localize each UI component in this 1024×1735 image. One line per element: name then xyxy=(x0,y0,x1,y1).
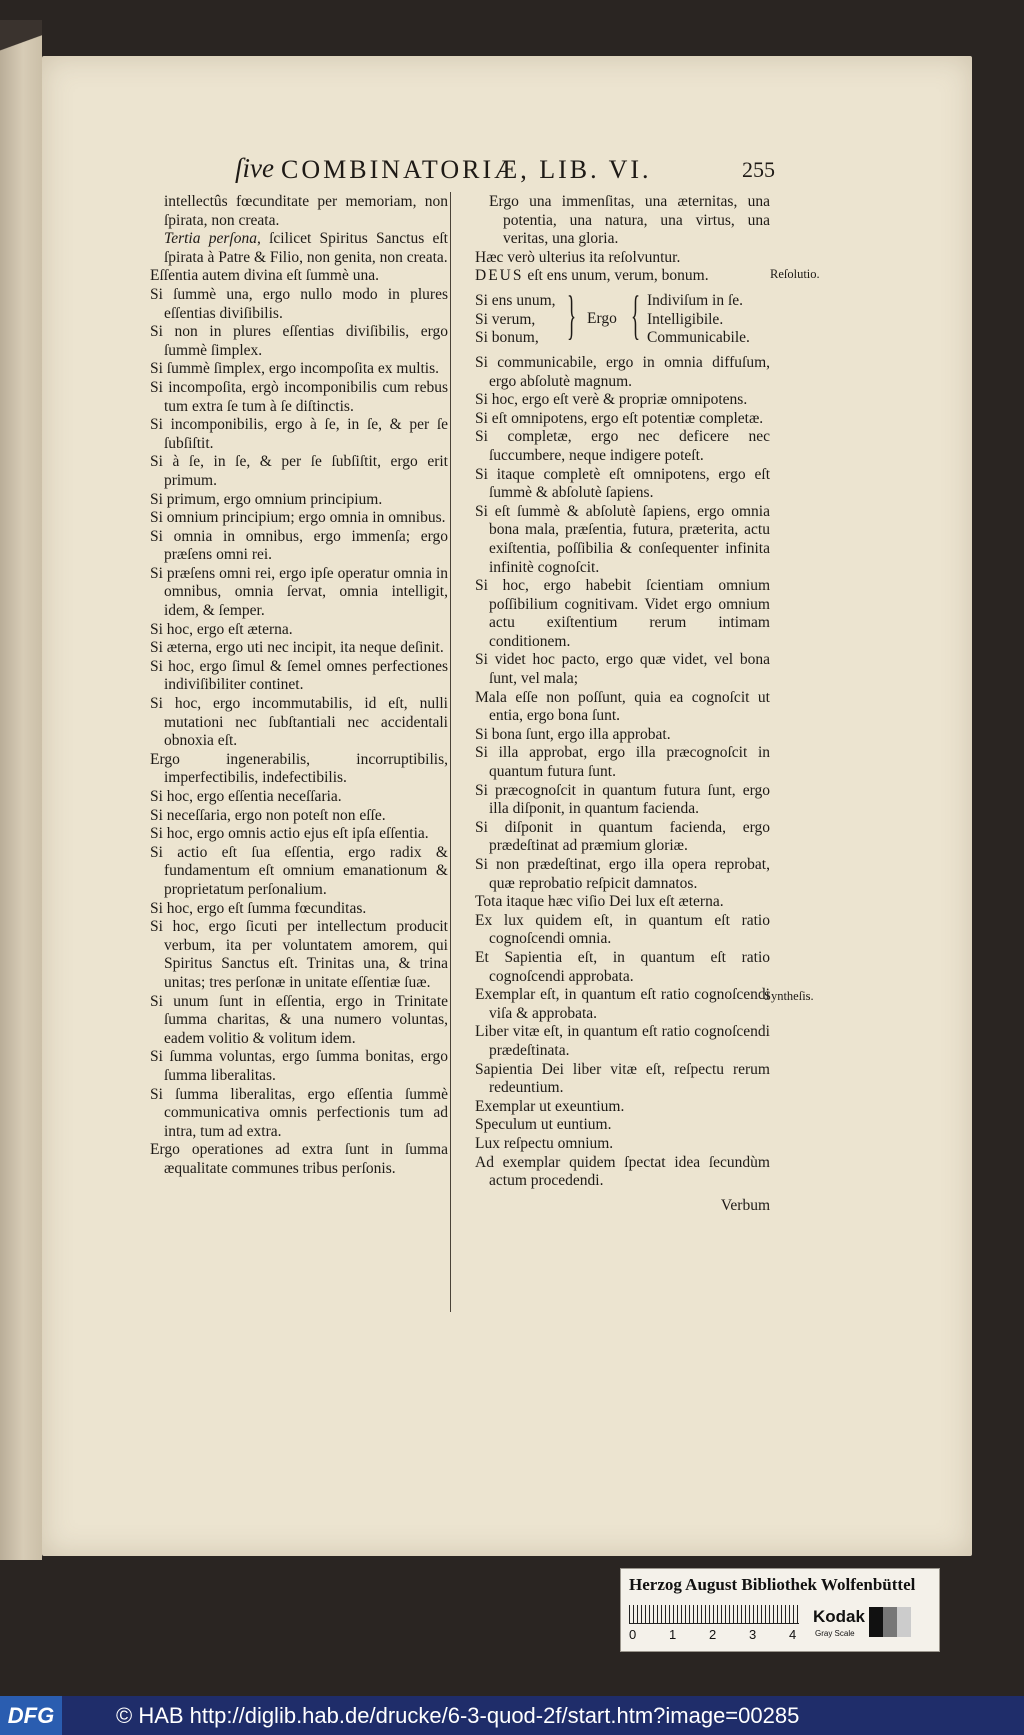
paragraph-text: Speculum ut euntium. xyxy=(475,1116,612,1134)
footer-bar xyxy=(0,1696,1024,1735)
paragraph-text: Ergo ingenerabilis, incorruptibilis, imperfectibilis, indefectibilis. xyxy=(150,750,448,787)
paragraph-text: Si hoc, ergo eſt æterna. xyxy=(150,620,293,638)
scale-number: 1 xyxy=(669,1627,677,1642)
scale-number: 4 xyxy=(789,1627,797,1642)
running-header xyxy=(235,153,775,189)
paragraph-text: Si hoc, ergo omnis actio ejus eſt ipſa eſſentia. xyxy=(150,825,429,843)
paragraph-text: Si omnium principium; ergo omnia in omnibus. xyxy=(150,509,446,527)
paragraph-text: Si unum ſunt in eſſentia, ergo in Trinitate ſumma charitas, & una numero voluntas, eadem volitio & volitum idem. xyxy=(150,992,448,1047)
opening-brace: { xyxy=(631,284,641,345)
paragraph-text: , ſcilicet Spiritus Sanctus eſt ſpirata à Patre & Filio, non genita, non creata. xyxy=(164,230,448,266)
gray-scale-label: Gray Scale xyxy=(815,1629,855,1638)
text-paragraph xyxy=(475,466,770,503)
paragraph-text: Ergo operationes ad extra ſunt in ſumma æqualitate communes tribus perſonis. xyxy=(150,1141,448,1177)
paragraph-text: Si non in plures eſſentias diviſibilis, ergo ſummè ſimplex. xyxy=(150,323,448,359)
text-paragraph xyxy=(475,912,770,949)
paragraph-text: Si illa approbat, ergo illa præcognoſcit in quantum futura ſunt. xyxy=(475,744,770,781)
right-column xyxy=(475,193,770,1215)
brace-right-item: Indiviſum in ſe. xyxy=(647,291,744,309)
paragraph-text: Si primum, ergo omnium principium. xyxy=(150,490,383,508)
text-paragraph xyxy=(475,726,770,745)
paragraph-text: Si hoc, ergo eſt ſumma fœcunditas. xyxy=(150,899,367,917)
paragraph-text: Exemplar ut exeuntium. xyxy=(475,1097,625,1115)
text-paragraph xyxy=(150,453,448,490)
text-paragraph xyxy=(475,651,770,688)
column-divider xyxy=(450,192,451,1312)
text-paragraph xyxy=(475,782,770,819)
scale-number: 3 xyxy=(749,1627,757,1642)
text-paragraph xyxy=(475,503,770,577)
paragraph-text: Liber vitæ eſt, in quantum eſt ratio cognoſcendi prædeſtinata. xyxy=(475,1023,770,1059)
kodak-logo: Kodak xyxy=(813,1607,865,1626)
gray-swatch xyxy=(897,1607,911,1637)
text-paragraph xyxy=(150,509,448,528)
paragraph-text: Et Sapientia eſt, in quantum eſt ratio cognoſcendi approbata. xyxy=(475,948,770,985)
paragraph-text: Tota itaque hæc viſio Dei lux eſt æterna. xyxy=(475,893,724,911)
paragraph-text: Si à ſe, in ſe, & per ſe ſubſiſtit, ergo erit primum. xyxy=(150,453,448,489)
paragraph-text: intellectûs fœcunditate per memoriam, non ſpirata, non creata. xyxy=(164,193,448,229)
paragraph-text: eſt ens unum, verum, bonum. xyxy=(523,267,709,285)
text-paragraph xyxy=(150,900,448,919)
text-paragraph xyxy=(150,379,448,416)
text-paragraph xyxy=(475,949,770,986)
copyright-link[interactable]: © HAB http://diglib.hab.de/drucke/6-3-quod-2f/start.htm?image=00285 xyxy=(116,1703,800,1728)
text-paragraph xyxy=(475,249,770,268)
text-paragraph xyxy=(150,565,448,621)
paragraph-text: Si communicabile, ergo in omnia diffuſum, ergo abſolutè magnum. xyxy=(475,353,770,390)
paragraph-text: Si præſens omni rei, ergo ipſe operatur omnia in omnibus, omnia ſervat, omnia intelligit, idem, & ſemper. xyxy=(150,564,448,620)
margin-note-resolutio: Reſolutio. xyxy=(770,267,820,281)
margin-note-synthesis: Syntheſis. xyxy=(764,989,814,1003)
paragraph-text: Si ſumma voluntas, ergo ſumma bonitas, ergo ſumma liberalitas. xyxy=(150,1048,448,1084)
text-paragraph xyxy=(150,788,448,807)
paragraph-text: Eſſentia autem divina eſt ſummè una. xyxy=(150,267,379,285)
library-name: Herzog August Bibliothek Wolfenbüttel xyxy=(629,1575,916,1594)
brace-left-list xyxy=(475,292,556,348)
brace-ergo: Ergo xyxy=(587,309,617,327)
header-title: COMBINATORIÆ, LIB. VI. xyxy=(281,155,652,184)
text-paragraph xyxy=(150,639,448,658)
paragraph-text: Si diſponit in quantum facienda, ergo prædeſtinat ad præmium gloriæ. xyxy=(475,818,770,855)
paragraph-text: Si hoc, ergo habebit ſcientiam omnium poſſibilium cognitivam. Videt ergo omnium actu exiſtentium rerum intimam conditionem. xyxy=(475,577,770,650)
paragraph-text: Si hoc, ergo eſſentia neceſſaria. xyxy=(150,788,342,805)
text-paragraph xyxy=(475,391,770,410)
paragraph-text: Si itaque completè eſt omnipotens, ergo eſt ſummè & abſolutè ſapiens. xyxy=(475,465,770,502)
text-paragraph xyxy=(150,360,448,379)
gray-swatch xyxy=(883,1607,897,1637)
text-paragraph xyxy=(150,193,448,230)
paragraph-text: Si neceſſaria, ergo non poteſt non eſſe. xyxy=(150,806,386,824)
paragraph-text: Mala eſſe non poſſunt, quia ea cognoſcit ut entia, ergo bona ſunt. xyxy=(475,688,770,725)
paragraph-text: Si hoc, ergo incommutabilis, id eſt, nulli mutationi nec ſubſtantiali nec accidentali obnoxia eſt. xyxy=(150,695,448,750)
text-paragraph xyxy=(150,621,448,640)
text-paragraph xyxy=(475,1098,770,1117)
header-sive: ſive xyxy=(235,153,274,183)
text-paragraph xyxy=(475,193,770,249)
brace-right-item: Intelligibile. xyxy=(647,310,724,328)
paragraph-text: Si omnia in omnibus, ergo immenſa; ergo præſens omni rei. xyxy=(150,527,448,564)
text-paragraph xyxy=(475,689,770,726)
paragraph-text: Si actio eſt ſua eſſentia, ergo radix & fundamentum eſt omnium emanationum & proprietatum perſonalium. xyxy=(150,843,448,898)
text-paragraph xyxy=(475,1116,770,1135)
text-paragraph xyxy=(150,286,448,323)
text-paragraph xyxy=(475,986,770,1023)
text-paragraph xyxy=(475,856,770,893)
small-caps-word: DEUS xyxy=(475,267,524,285)
brace-left-item: Si ens unum, xyxy=(475,291,556,309)
resolution-brace xyxy=(475,284,770,350)
paragraph-text: Si completæ, ergo nec deficere nec ſuccumbere, neque indigere poteſt. xyxy=(475,428,770,464)
text-paragraph xyxy=(150,695,448,751)
paragraph-text: Si hoc, ergo ſicuti per intellectum producit verbum, ita per voluntatem amorem, qui Spiritus Sanctus eſt. Trinitas una, & trina unitas; tres perſonæ in unitate eſſentiæ ſuæ. xyxy=(150,918,448,991)
right-column-top xyxy=(475,193,770,286)
italic-lead: Tertia perſona xyxy=(164,230,257,248)
paragraph-text: Si incompoſita, ergò incomponibilis cum rebus tum extra ſe tum à ſe diſtinctis. xyxy=(150,378,448,415)
text-paragraph xyxy=(475,577,770,651)
paragraph-text: Si incomponibilis, ergo à ſe, in ſe, & per ſe ſubſiſtit. xyxy=(150,416,448,452)
paragraph-text: Lux reſpectu omnium. xyxy=(475,1134,614,1152)
paragraph-text: Si ſummè ſimplex, ergo incompoſita ex multis. xyxy=(150,360,440,378)
text-paragraph xyxy=(150,491,448,510)
brace-left-item: Si bonum, xyxy=(475,329,539,347)
right-column-bottom xyxy=(475,354,770,1191)
color-target xyxy=(620,1568,940,1652)
text-paragraph xyxy=(475,428,770,465)
paragraph-text: Si bona ſunt, ergo illa approbat. xyxy=(475,725,671,743)
paragraph-text: Si hoc, ergo ſimul & ſemel omnes perfectiones indiviſibiliter continet. xyxy=(150,657,448,694)
text-paragraph xyxy=(150,230,448,267)
text-paragraph xyxy=(475,267,770,286)
scale-number: 0 xyxy=(629,1627,637,1642)
catchword: Verbum xyxy=(720,1196,770,1214)
paragraph-text: Hæc verò ulterius ita reſolvuntur. xyxy=(475,248,681,266)
text-paragraph xyxy=(475,1023,770,1060)
text-paragraph xyxy=(150,807,448,826)
paragraph-text: Exemplar eſt, in quantum eſt ratio cognoſcendi viſa & approbata. xyxy=(475,986,770,1022)
text-paragraph xyxy=(150,1141,448,1178)
text-paragraph xyxy=(475,819,770,856)
paragraph-text: Si eſt omnipotens, ergo eſt potentiæ completæ. xyxy=(475,409,764,427)
closing-brace: } xyxy=(567,284,577,345)
paragraph-text: Si eſt ſummè & abſolutè ſapiens, ergo omnia bona mala, præſentia, futura, præterita, actu exiſtentia, poſſibilia & conſequenter infinita infinitè cognoſcit. xyxy=(475,502,770,576)
paragraph-text: Ad exemplar quidem ſpectat idea ſecundùm actum procedendi. xyxy=(475,1153,770,1190)
text-paragraph xyxy=(150,1086,448,1142)
paragraph-text: Si hoc, ergo eſt verè & propriæ omnipotens. xyxy=(475,391,748,409)
paragraph-text: Si ſummè una, ergo nullo modo in plures eſſentias diviſibilis. xyxy=(150,285,448,322)
text-paragraph xyxy=(150,658,448,695)
paragraph-text: Ergo una immenſitas, una æternitas, una potentia, una natura, una virtus, una veritas, una gloria. xyxy=(489,193,770,248)
page-fold xyxy=(0,20,42,80)
text-paragraph xyxy=(150,751,448,788)
scale-ruler xyxy=(629,1605,799,1624)
brace-right-list xyxy=(647,292,750,348)
text-paragraph xyxy=(150,993,448,1049)
paragraph-text: Ex lux quidem eſt, in quantum eſt ratio cognoſcendi omnia. xyxy=(475,911,770,948)
text-paragraph xyxy=(150,416,448,453)
previous-page-edge xyxy=(0,20,42,1560)
left-column xyxy=(150,193,448,1178)
brace-right-item: Communicabile. xyxy=(647,329,750,347)
text-paragraph xyxy=(475,1154,770,1191)
paragraph-text: Si ſumma liberalitas, ergo eſſentia ſummè communicativa omnis perfectionis tum ad intra, tum ad extra. xyxy=(150,1085,448,1140)
text-paragraph xyxy=(475,1061,770,1098)
paragraph-text: Si præcognoſcit in quantum futura ſunt, ergo illa diſponit, in quantum facienda. xyxy=(475,781,770,818)
paragraph-text: Si non prædeſtinat, ergo illa opera reprobat, quæ reprobatio reſpicit damnatos. xyxy=(475,856,770,892)
paragraph-text: Sapientia Dei liber vitæ eſt, reſpectu rerum redeuntium. xyxy=(475,1060,770,1097)
text-paragraph xyxy=(150,844,448,900)
text-paragraph xyxy=(475,744,770,781)
text-paragraph xyxy=(150,267,448,286)
text-paragraph xyxy=(150,323,448,360)
scale-number: 2 xyxy=(709,1627,717,1642)
text-paragraph xyxy=(150,528,448,565)
paragraph-text: Si æterna, ergo uti nec incipit, ita neque deſinit. xyxy=(150,639,444,657)
page-number: 255 xyxy=(742,157,775,182)
text-paragraph xyxy=(475,410,770,429)
text-paragraph xyxy=(150,1048,448,1085)
paragraph-text: Si videt hoc pacto, ergo quæ videt, vel bona ſunt, vel mala; xyxy=(475,651,770,688)
text-paragraph xyxy=(150,825,448,844)
brace-left-item: Si verum, xyxy=(475,310,536,328)
text-paragraph xyxy=(475,354,770,391)
text-paragraph xyxy=(150,918,448,992)
gray-swatch xyxy=(869,1607,883,1637)
text-paragraph xyxy=(475,893,770,912)
dfg-logo[interactable]: DFG xyxy=(0,1696,62,1735)
text-paragraph xyxy=(475,1135,770,1154)
